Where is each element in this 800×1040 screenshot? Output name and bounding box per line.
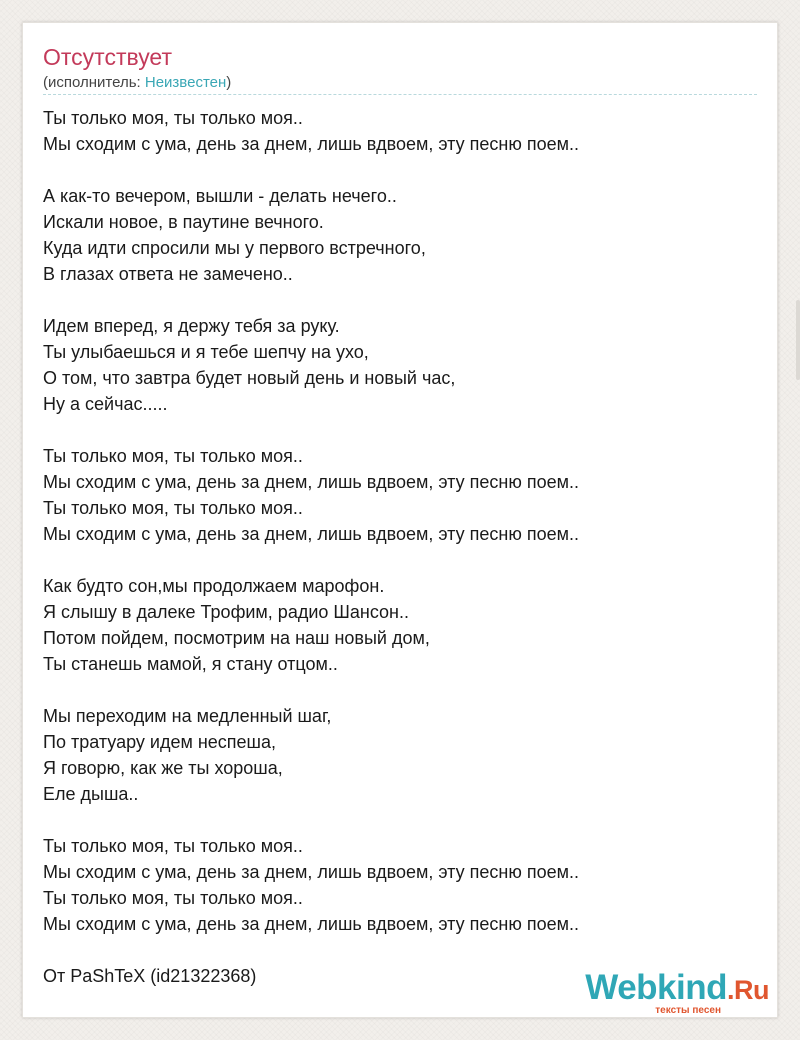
- logo-wordmark: [585, 968, 769, 1010]
- lyrics-line: Мы сходим с ума, день за днем, лишь вдвоем, эту песню поем..: [43, 862, 579, 882]
- lyrics-stanza: [43, 313, 753, 417]
- lyrics-line: Еле дыша..: [43, 784, 139, 804]
- artist-link[interactable]: Неизвестен: [144, 74, 227, 91]
- lyrics-line: Ты только моя, ты только моя..: [43, 888, 303, 908]
- lyrics-line: Ну а сейчас.....: [43, 394, 168, 414]
- lyrics-line: Ты только моя, ты только моя..: [43, 446, 303, 466]
- logo-tagline: тексты песен: [655, 1005, 721, 1016]
- lyrics-stanza: [43, 573, 753, 677]
- lyrics-line: Искали новое, в паутине вечного.: [43, 212, 324, 232]
- webkind-logo[interactable]: [579, 968, 769, 1018]
- lyrics-line: Ты только моя, ты только моя..: [43, 108, 303, 128]
- lyrics-line: По тратуару идем неспеша,: [43, 732, 276, 752]
- page-edge-shadow: [796, 300, 800, 380]
- lyrics-body: [43, 105, 753, 963]
- title-divider: [43, 94, 757, 95]
- lyrics-line: Идем вперед, я держу тебя за руку.: [43, 316, 340, 336]
- lyrics-card: [22, 22, 778, 1018]
- lyrics-line: Куда идти спросили мы у первого встречного,: [43, 238, 426, 258]
- logo-main-text: Webkind: [585, 968, 727, 1007]
- lyrics-line: Ты улыбаешься и я тебе шепчу на ухо,: [43, 342, 369, 362]
- lyrics-stanza: [43, 183, 753, 287]
- lyrics-line: Мы сходим с ума, день за днем, лишь вдвоем, эту песню поем..: [43, 472, 579, 492]
- lyrics-line: Ты станешь мамой, я стану отцом..: [43, 654, 338, 674]
- lyrics-stanza: [43, 443, 753, 547]
- artist-line: [43, 73, 231, 93]
- lyrics-line: Как будто сон,мы продолжаем марофон.: [43, 576, 385, 596]
- lyrics-line: Мы сходим с ума, день за днем, лишь вдвоем, эту песню поем..: [43, 914, 579, 934]
- artist-prefix: (исполнитель:: [43, 74, 145, 91]
- lyrics-line: Ты только моя, ты только моя..: [43, 836, 303, 856]
- lyrics-line: Ты только моя, ты только моя..: [43, 498, 303, 518]
- logo-tld: .Ru: [727, 975, 769, 1005]
- lyrics-line: Я слышу в далеке Трофим, радио Шансон..: [43, 602, 410, 622]
- artist-suffix: ): [226, 74, 232, 91]
- lyrics-line: Мы переходим на медленный шаг,: [43, 706, 332, 726]
- lyrics-line: Я говорю, как же ты хороша,: [43, 758, 283, 778]
- lyrics-line: Мы сходим с ума, день за днем, лишь вдвоем, эту песню поем..: [43, 524, 579, 544]
- lyrics-stanza: [43, 105, 753, 157]
- lyrics-stanza: [43, 833, 753, 937]
- lyrics-stanza: [43, 703, 753, 807]
- lyrics-line: В глазах ответа не замечено..: [43, 264, 293, 284]
- submitter-credit: От PaShTeX (id21322368): [43, 966, 257, 986]
- lyrics-line: Потом пойдем, посмотрим на наш новый дом,: [43, 628, 430, 648]
- song-title: Отсутствует: [43, 44, 172, 70]
- lyrics-line: Мы сходим с ума, день за днем, лишь вдвоем, эту песню поем..: [43, 134, 579, 154]
- lyrics-line: О том, что завтра будет новый день и новый час,: [43, 368, 456, 388]
- lyrics-line: А как-то вечером, вышли - делать нечего..: [43, 186, 397, 206]
